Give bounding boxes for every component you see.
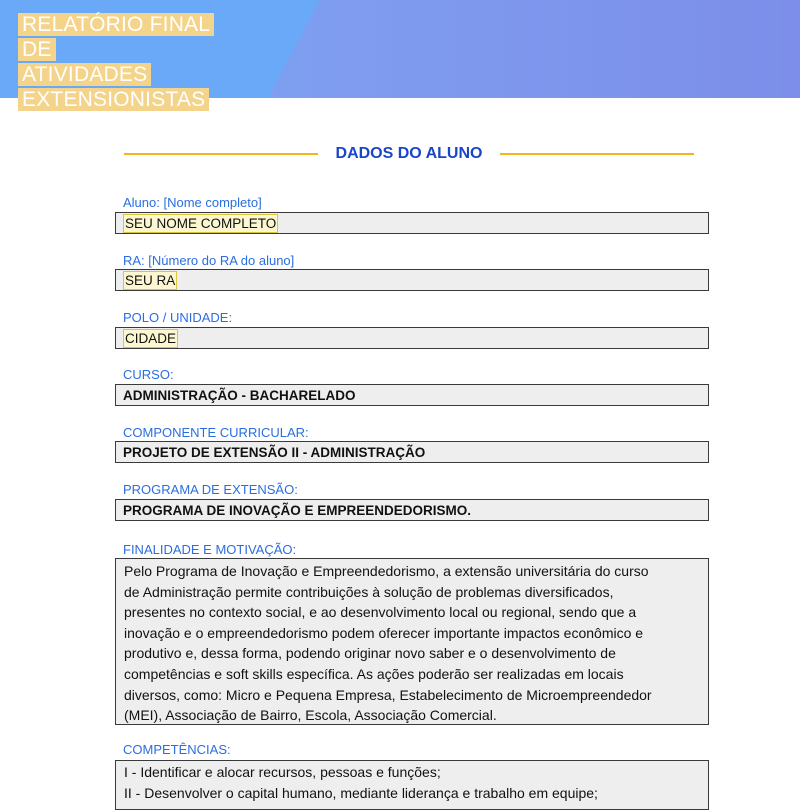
componente-field — [115, 441, 709, 463]
finalidade-line: diversos, como: Micro e Pequena Empresa, Estabelecimento de Microempreendedor — [124, 686, 652, 703]
header-banner — [0, 0, 800, 111]
curso-label: CURSO: — [123, 367, 174, 382]
finalidade-line: Pelo Programa de Inovação e Empreendedorismo, a extensão universitária do curso — [124, 563, 649, 579]
aluno-value[interactable]: SEU NOME COMPLETO — [125, 216, 277, 231]
aluno-label: Aluno: [Nome completo] — [123, 195, 262, 210]
section-title: DADOS DO ALUNO — [335, 145, 483, 162]
report-title-line-1: RELATÓRIO FINAL DE — [18, 13, 214, 61]
report-title-line-2: ATIVIDADES — [18, 63, 151, 86]
ra-value[interactable]: SEU RA — [125, 273, 176, 288]
polo-label: POLO / UNIDADE: — [123, 310, 233, 325]
programa-field — [115, 499, 709, 521]
competencias-label: COMPETÊNCIAS: — [123, 742, 231, 757]
competencia-item: II - Desenvolver o capital humano, mediante liderança e trabalho em equipe; — [124, 784, 598, 801]
curso-value: ADMINISTRAÇÃO - BACHARELADO — [123, 388, 356, 403]
heading-rule-right — [500, 153, 694, 155]
finalidade-line: (MEI), Associação de Bairro, Escola, Associação Comercial. — [124, 707, 497, 724]
finalidade-box — [115, 558, 709, 725]
finalidade-line: inovação e o empreendedorismo podem oferecer importante impactos econômico e — [124, 624, 644, 641]
finalidade-label: FINALIDADE E MOTIVAÇÃO: — [123, 542, 297, 557]
finalidade-line: de Administração permite contribuições à solução de problemas diversificados, — [124, 583, 614, 600]
polo-value[interactable]: CIDADE — [125, 331, 177, 346]
report-title-line-3: EXTENSIONISTAS — [18, 88, 209, 111]
competencia-item: I - Identificar e alocar recursos, pessoas e funções; — [124, 764, 441, 780]
programa-value: PROGRAMA DE INOVAÇÃO E EMPREENDEDORISMO. — [123, 503, 472, 518]
heading-rule-left — [124, 153, 318, 155]
finalidade-line: presentes no contexto social, e ao desenvolvimento local ou regional, sendo que a — [124, 604, 637, 621]
polo-field[interactable] — [115, 327, 709, 349]
componente-value: PROJETO DE EXTENSÃO II - ADMINISTRAÇÃO — [123, 445, 426, 460]
aluno-field[interactable] — [115, 212, 709, 234]
section-heading — [124, 143, 694, 165]
ra-label: RA: [Número do RA do aluno] — [123, 253, 295, 268]
componente-label: COMPONENTE CURRICULAR: — [123, 425, 309, 440]
programa-label: PROGRAMA DE EXTENSÃO: — [123, 482, 298, 497]
competencias-box — [115, 760, 709, 810]
curso-field — [115, 384, 709, 406]
ra-field[interactable] — [115, 269, 709, 291]
report-title — [18, 12, 248, 112]
finalidade-line: competências e soft skills específica. As ações poderão ser realizadas em locais — [124, 665, 624, 682]
finalidade-line: produtivo e, dessa forma, podendo originar novo saber e o desenvolvimento de — [124, 645, 616, 662]
